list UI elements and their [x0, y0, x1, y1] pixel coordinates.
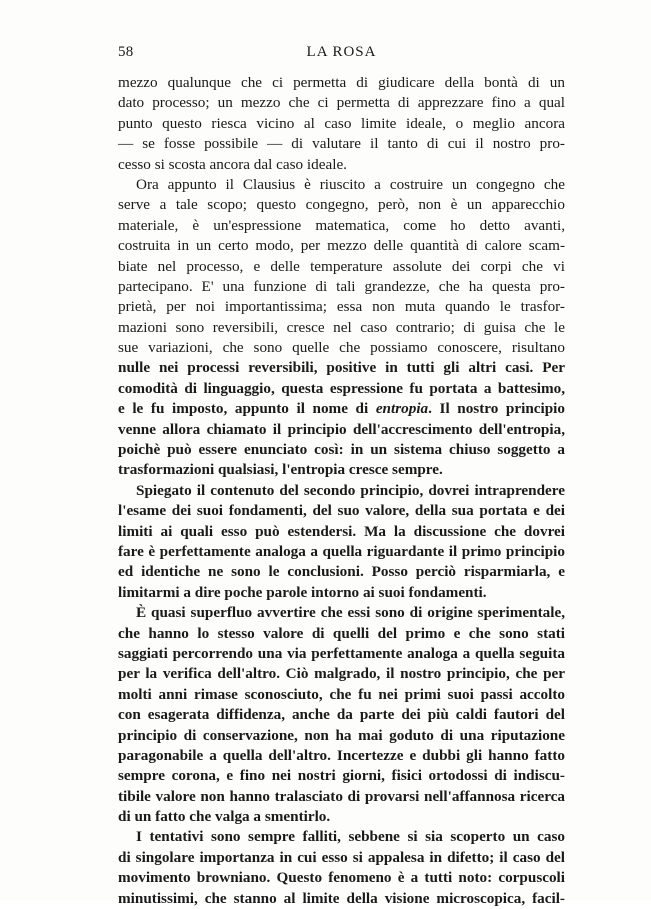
text-line-with-term	[118, 399, 565, 419]
italic-term: entropia	[375, 400, 429, 418]
text-line: movimento browniano. Questo fenomeno è a tutti noto: corpuscoli	[118, 869, 565, 887]
text-line: ed identiche ne sono le conclusioni. Posso perciò risparmiarla, e	[118, 563, 565, 581]
text-line: limiti ai quali esso può estendersi. Ma la discussione che dovrei	[118, 522, 565, 540]
text-fragment: . Il nostro principio	[428, 400, 565, 418]
text-line: per la verifica dell'altro. Ciò malgrado, il nostro principio, che per	[118, 665, 565, 683]
text-line: di singolare importanza in cui esso si appalesa in difetto; il caso del	[118, 848, 565, 866]
text-line: con esagerata diffidenza, anche da parte dei più caldi fautori del	[118, 706, 565, 724]
text-line: costruita in un certo modo, per mezzo delle quantità di calore scam-	[118, 237, 565, 255]
text-line: paragonabile a quella dell'altro. Incertezze e dubbi gli hanno fatto	[118, 746, 565, 764]
text-line: di un fatto che valga a smentirlo.	[118, 808, 331, 826]
page-number: 58	[118, 44, 134, 60]
body-text	[118, 73, 565, 909]
text-line: — se fosse possibile — di valutare il tanto di cui il nostro pro-	[118, 135, 565, 153]
text-line: l'esame dei suoi fondamenti, del suo valore, della sua portata e dei	[118, 502, 565, 520]
text-line: principio di conservazione, non ha mai goduto di una riputazione	[118, 726, 565, 744]
text-line: materiale, è un'espressione matematica, come ho detto avanti,	[118, 216, 565, 234]
text-line: poichè può essere enunciato così: in un sistema chiuso soggetto a	[118, 441, 565, 459]
text-line: dato processo; un mezzo che ci permetta di apprezzare fino a qual	[118, 94, 565, 112]
text-line: che hanno lo stesso valore di quelli del primo e che sono stati	[118, 624, 565, 642]
text-line: cesso si scosta ancora dal caso ideale.	[118, 155, 347, 173]
text-line: mezzo qualunque che ci permetta di giudicare della bontà di un	[118, 74, 565, 91]
text-line: molti anni rimase sconosciuto, che fu nei primi suoi passi accolto	[118, 685, 565, 703]
text-line: serve a tale scopo; questo congegno, però, non è un apparecchio	[118, 196, 565, 214]
text-fragment: e le fu imposto, appunto il nome di	[118, 400, 376, 418]
paragraph-first-line: Ora appunto il Clausius è riuscito a costruire un congegno che	[136, 175, 565, 193]
paragraph-first-line: I tentativi sono sempre falliti, sebbene si sia scoperto un caso	[136, 828, 565, 846]
paragraph-first-line: Spiegato il contenuto del secondo principio, dovrei intraprendere	[136, 481, 565, 499]
running-title: LA ROSA	[306, 44, 377, 60]
text-line: comodità di linguaggio, questa espressione fu portata a battesimo,	[118, 379, 565, 397]
text-line: minutissimi, che stanno al limite della visione microscopica, facil-	[118, 889, 565, 907]
text-line: saggiati percorrendo una via perfettamente analoga a quella seguita	[118, 644, 565, 662]
text-line: partecipano. E' una funzione di tali grandezze, che ha questa pro-	[118, 277, 565, 295]
text-line: nulle nei processi reversibili, positive in tutti gli altri casi. Per	[118, 359, 565, 377]
text-line: biate nel processo, e delle temperature assolute dei corpi che vi	[118, 257, 565, 275]
text-line: tibile valore non hanno tralasciato di provarsi nell'affannosa ricerca	[118, 787, 565, 805]
text-line: sue variazioni, che sono quelle che possiamo conoscere, risultano	[118, 339, 565, 357]
text-line: limitarmi a dire poche parole intorno ai suoi fondamenti.	[118, 583, 487, 601]
text-line: sempre corona, e fino nei nostri giorni, fisici ortodossi di indiscu-	[118, 767, 565, 785]
text-line: trasformazioni qualsiasi, l'entropia cresce sempre.	[118, 461, 443, 479]
page-header	[118, 44, 565, 64]
text-line: punto questo riesca vicino al caso limite ideale, o meglio ancora	[118, 114, 565, 132]
text-line: mazioni sono reversibili, cresce nel caso contrario; di guisa che le	[118, 318, 565, 336]
text-line: venne allora chiamato il principio dell'accrescimento dell'entropia,	[118, 420, 565, 438]
text-line: prietà, per noi importantissima; essa non muta quando le trasfor-	[118, 298, 565, 316]
paragraph-first-line: È quasi superfluo avvertire che essi sono di origine sperimentale,	[136, 604, 565, 622]
text-line: fare è perfettamente analoga a quella riguardante il primo principio	[118, 542, 565, 560]
